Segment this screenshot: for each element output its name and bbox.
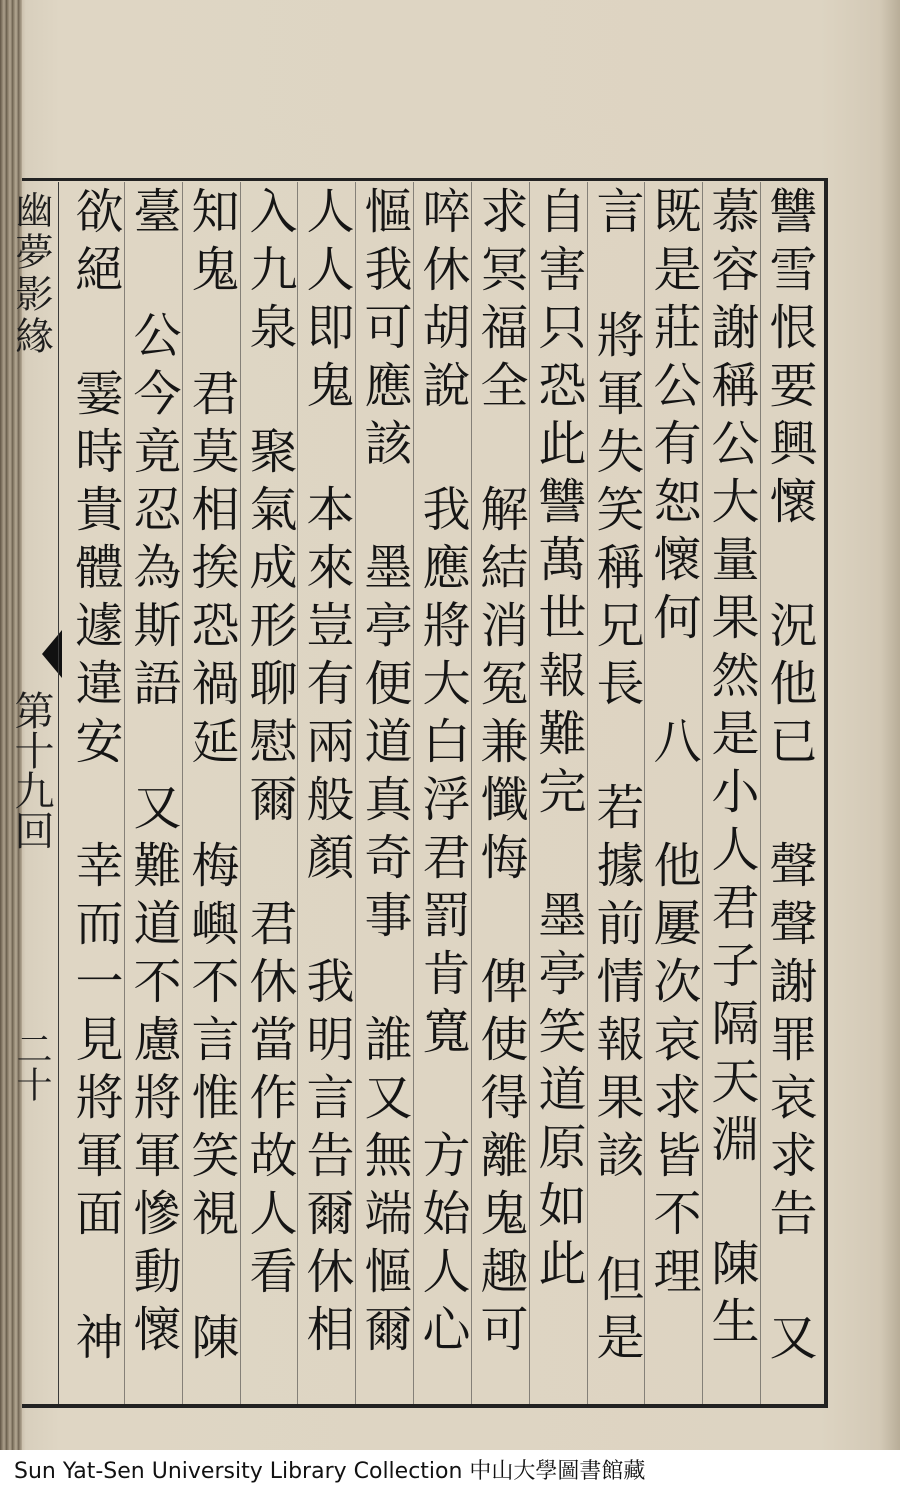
column-rule [529, 182, 530, 1404]
column-rule [124, 182, 125, 1404]
text-column: 入九泉 聚氣成形聊慰爾 君休當作故人看 [241, 186, 297, 1304]
column-rule [355, 182, 356, 1404]
column-rule [587, 182, 588, 1404]
text-column: 欲絕 霎時貴體遽違安 幸而一見將軍面 神 [67, 186, 123, 1370]
center-fold-margin [8, 190, 56, 1370]
column-rule [760, 182, 761, 1404]
text-column: 慕容謝稱公大量果然是小人君子隔天淵 陳生 [703, 186, 759, 1354]
text-column: 臺 公今竟忍為斯語 又難道不慮將軍慘動懷 [125, 186, 181, 1362]
page-number: 二十 [11, 1030, 52, 1102]
text-column: 人人即鬼 本來豈有兩般顏 我明言告爾休相 [298, 186, 354, 1362]
footer-bar [0, 1450, 900, 1489]
fishtail-mark-icon [18, 630, 62, 678]
text-column: 啐休胡說 我應將大白浮君罰肯寬 方始人心 [414, 186, 470, 1362]
text-column: 讐雪恨要興懷 況他已 聲聲謝罪哀求告 又 [761, 186, 817, 1370]
column-rule [240, 182, 241, 1404]
text-column: 慪我可應該 墨亭便道真奇事 誰又無端慪爾 [356, 186, 412, 1362]
column-rule [471, 182, 472, 1404]
text-column: 知鬼 君莫相挨恐禍延 梅嶼不言惟笑視 陳 [183, 186, 239, 1370]
book-title: 幽夢影緣 [9, 190, 53, 358]
column-rule [58, 182, 59, 1404]
text-column: 自害只恐此讐萬世報難完 墨亭笑道原如此 [530, 186, 586, 1296]
text-column: 既是莊公有恕懷何 八 他屢次哀求皆不理 [645, 186, 701, 1304]
text-column: 求冥福全 解結消冤兼懺悔 俾使得離鬼趣可 [472, 186, 528, 1362]
column-rule [413, 182, 414, 1404]
column-rule [182, 182, 183, 1404]
library-credit: Sun Yat-Sen University Library Collection 中山大學圖書館藏 [14, 1459, 646, 1484]
text-column: 言 將軍失笑稱兄長 若據前情報果該 但是 [588, 186, 644, 1370]
column-rule [702, 182, 703, 1404]
chapter-label: 第十九回 [8, 690, 54, 850]
